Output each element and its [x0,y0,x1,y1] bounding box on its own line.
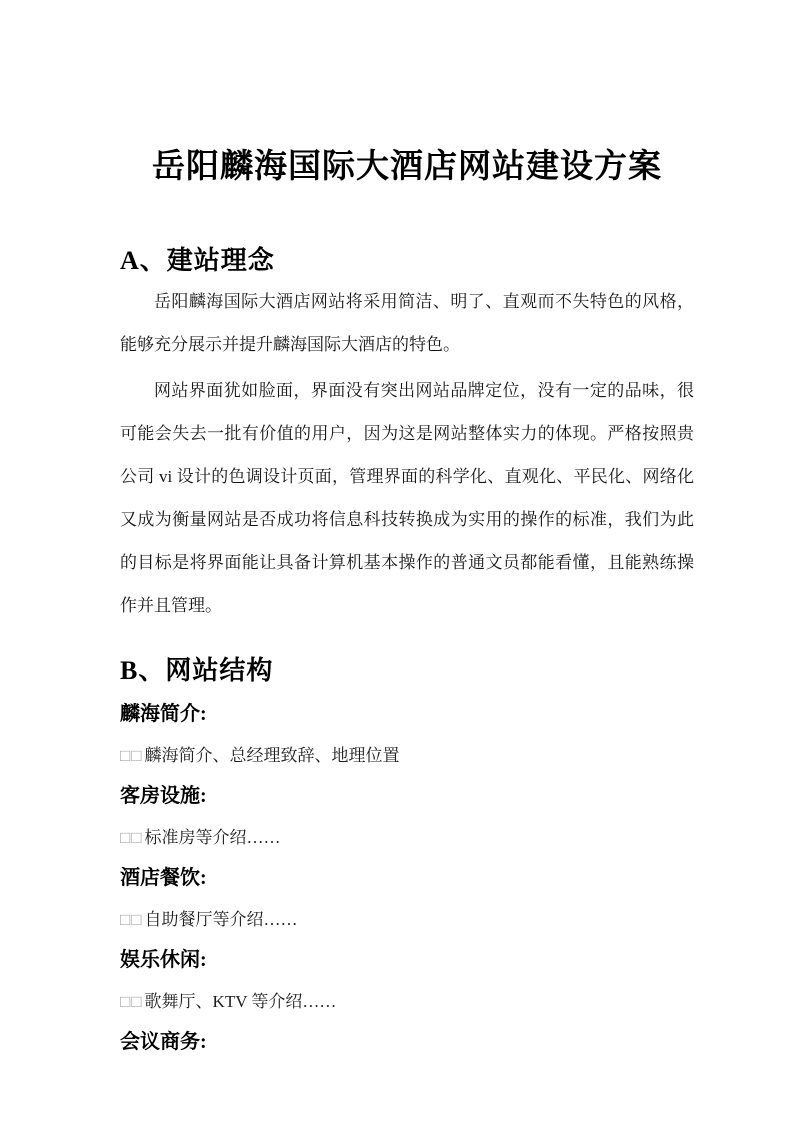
item-detail-text: 麟海简介、总经理致辞、地理位置 [144,746,400,765]
site-structure-item-entertainment [120,947,694,1015]
item-detail-entertainment [120,988,694,1015]
item-label-entertainment: 娱乐休闲: [120,949,207,971]
section-a-paragraph-1: 岳阳麟海国际大酒店网站将采用简洁、明了、直观而不失特色的风格，能够充分展示并提升麟海国际大酒店的特色。 [120,292,694,354]
item-label-linhai-intro: 麟海简介: [120,703,207,725]
missing-glyph-placeholder: □□ [120,828,143,847]
document-title: 岳阳麟海国际大酒店网站建设方案 [152,149,662,185]
item-detail-text: 自助餐厅等介绍…… [144,910,298,929]
site-structure-item-intro [120,701,694,769]
section-a-paragraph-2: 网站界面犹如脸面，界面没有突出网站品牌定位，没有一定的品味，很可能会失去一批有价值的用户，因为这是网站整体实力的体现。严格按照贵公司 vi 设计的色调设计页面，管理界面的科学化、直观化、平民化、网络化又成为衡量网站是否成功将信息科技转换成为实用的操作的标准，我们为此的目标是将界面能让具备计算机基本操作的普通文员都能看懂，且能熟练操作并且管理。 [120,381,694,615]
site-structure-item-dining [120,865,694,933]
item-label-business: 会议商务: [120,1031,207,1053]
missing-glyph-placeholder: □□ [120,992,143,1011]
section-a-heading: A、建站理念 [120,246,275,275]
item-label-rooms: 客房设施: [120,785,207,807]
item-detail-dining [120,906,694,933]
item-detail-rooms [120,824,694,851]
item-label-dining: 酒店餐饮: [120,867,207,889]
site-structure-item-rooms [120,783,694,851]
item-detail-linhai-intro [120,742,694,769]
missing-glyph-placeholder: □□ [120,746,143,765]
section-b-heading: B、网站结构 [120,656,274,685]
missing-glyph-placeholder: □□ [120,910,143,929]
item-detail-text: 标准房等介绍…… [144,828,281,847]
item-detail-text: 歌舞厅、KTV 等介绍…… [144,992,337,1011]
site-structure-item-business [120,1029,694,1056]
